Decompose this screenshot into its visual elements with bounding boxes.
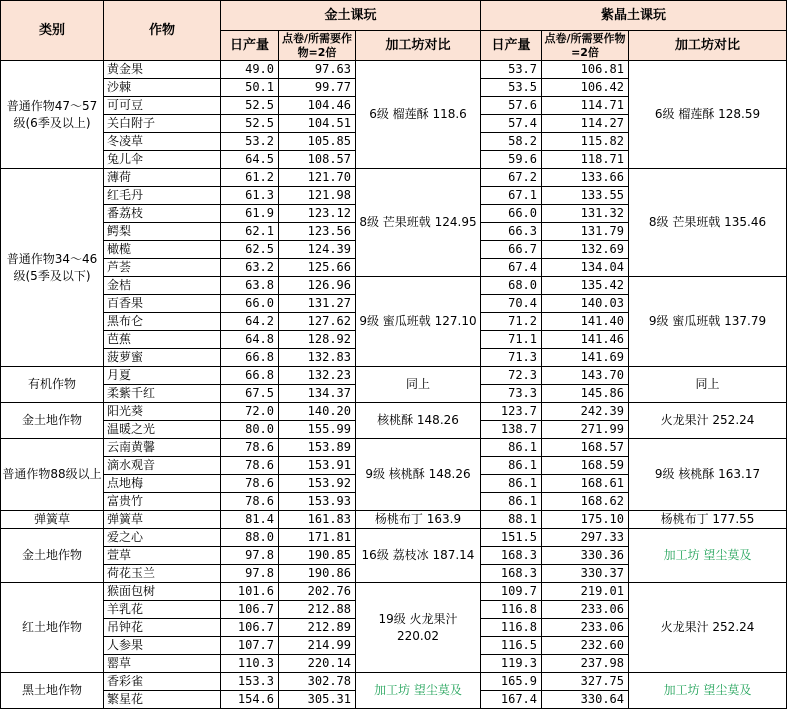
zi-output: 68.0 (481, 277, 542, 295)
jin-compare: 8级 芒果班戟 124.95 (356, 169, 481, 277)
crop-name: 云南黄馨 (104, 439, 221, 457)
jin-output: 66.8 (221, 367, 279, 385)
jin-points: 104.46 (279, 97, 356, 115)
jin-points: 202.76 (279, 583, 356, 601)
jin-compare: 16级 荔枝冰 187.14 (356, 529, 481, 583)
jin-points: 153.93 (279, 493, 356, 511)
category-cell: 黑土地作物 (1, 673, 104, 709)
crop-name: 阳光葵 (104, 403, 221, 421)
zi-points: 141.46 (542, 331, 629, 349)
header-jin-output: 日产量 (221, 31, 279, 61)
crop-name: 可可豆 (104, 97, 221, 115)
jin-output: 88.0 (221, 529, 279, 547)
crop-name: 鳄梨 (104, 223, 221, 241)
crop-name: 香彩雀 (104, 673, 221, 691)
jin-output: 61.2 (221, 169, 279, 187)
jin-output: 64.2 (221, 313, 279, 331)
jin-points: 305.31 (279, 691, 356, 709)
zi-output: 73.3 (481, 385, 542, 403)
zi-output: 53.7 (481, 61, 542, 79)
zi-output: 168.3 (481, 565, 542, 583)
zi-output: 88.1 (481, 511, 542, 529)
zi-output: 58.2 (481, 133, 542, 151)
jin-points: 302.78 (279, 673, 356, 691)
jin-output: 97.8 (221, 565, 279, 583)
zi-points: 133.55 (542, 187, 629, 205)
category-cell: 普通作物88级以上 (1, 439, 104, 511)
zi-output: 71.1 (481, 331, 542, 349)
zi-output: 116.8 (481, 619, 542, 637)
zi-compare: 加工坊 望尘莫及 (629, 529, 787, 583)
table-row (1, 367, 787, 385)
header-jin-points: 点卷/所需要作物=2倍 (279, 31, 356, 61)
table-row (1, 529, 787, 547)
jin-points: 123.12 (279, 205, 356, 223)
jin-points: 126.96 (279, 277, 356, 295)
zi-points: 135.42 (542, 277, 629, 295)
zi-output: 59.6 (481, 151, 542, 169)
table-row (1, 439, 787, 457)
jin-output: 106.7 (221, 601, 279, 619)
zi-output: 86.1 (481, 493, 542, 511)
table-row (1, 511, 787, 529)
zi-output: 116.8 (481, 601, 542, 619)
crop-name: 吊钟花 (104, 619, 221, 637)
jin-points: 155.99 (279, 421, 356, 439)
zi-compare: 9级 核桃酥 163.17 (629, 439, 787, 511)
crop-name: 柔紫千红 (104, 385, 221, 403)
jin-output: 80.0 (221, 421, 279, 439)
category-cell: 弹簧草 (1, 511, 104, 529)
jin-points: 132.23 (279, 367, 356, 385)
header-group-jin: 金土课玩 (221, 1, 481, 31)
zi-points: 131.32 (542, 205, 629, 223)
zi-output: 53.5 (481, 79, 542, 97)
zi-output: 151.5 (481, 529, 542, 547)
category-cell: 金土地作物 (1, 403, 104, 439)
category-cell: 红土地作物 (1, 583, 104, 673)
zi-points: 237.98 (542, 655, 629, 673)
zi-compare: 杨桃布丁 177.55 (629, 511, 787, 529)
table-row (1, 61, 787, 79)
jin-output: 106.7 (221, 619, 279, 637)
jin-output: 61.3 (221, 187, 279, 205)
header-zi-compare: 加工坊对比 (629, 31, 787, 61)
zi-points: 106.81 (542, 61, 629, 79)
crop-name: 羊乳花 (104, 601, 221, 619)
zi-points: 168.62 (542, 493, 629, 511)
zi-output: 67.4 (481, 259, 542, 277)
jin-points: 124.39 (279, 241, 356, 259)
crop-name: 红毛丹 (104, 187, 221, 205)
table-row (1, 169, 787, 187)
table-row (1, 583, 787, 601)
crop-name: 菠萝蜜 (104, 349, 221, 367)
zi-points: 132.69 (542, 241, 629, 259)
jin-points: 190.86 (279, 565, 356, 583)
category-cell: 有机作物 (1, 367, 104, 403)
jin-output: 63.2 (221, 259, 279, 277)
zi-output: 71.2 (481, 313, 542, 331)
zi-output: 138.7 (481, 421, 542, 439)
jin-points: 128.92 (279, 331, 356, 349)
jin-output: 78.6 (221, 457, 279, 475)
zi-output: 70.4 (481, 295, 542, 313)
jin-output: 52.5 (221, 115, 279, 133)
zi-output: 165.9 (481, 673, 542, 691)
zi-output: 167.4 (481, 691, 542, 709)
zi-output: 123.7 (481, 403, 542, 421)
zi-points: 168.57 (542, 439, 629, 457)
zi-output: 67.2 (481, 169, 542, 187)
jin-compare: 19级 火龙果汁 220.02 (356, 583, 481, 673)
zi-compare: 6级 榴莲酥 128.59 (629, 61, 787, 169)
jin-points: 212.88 (279, 601, 356, 619)
jin-output: 97.8 (221, 547, 279, 565)
jin-points: 125.66 (279, 259, 356, 277)
crop-name: 萱草 (104, 547, 221, 565)
header-zi-points: 点卷/所需要作物=2倍 (542, 31, 629, 61)
jin-output: 78.6 (221, 493, 279, 511)
zi-output: 72.3 (481, 367, 542, 385)
zi-points: 271.99 (542, 421, 629, 439)
table-row (1, 403, 787, 421)
jin-compare: 9级 核桃酥 148.26 (356, 439, 481, 511)
zi-points: 233.06 (542, 601, 629, 619)
jin-points: 153.91 (279, 457, 356, 475)
zi-output: 66.7 (481, 241, 542, 259)
crop-name: 猴面包树 (104, 583, 221, 601)
zi-compare: 加工坊 望尘莫及 (629, 673, 787, 709)
zi-points: 168.61 (542, 475, 629, 493)
header-jin-compare: 加工坊对比 (356, 31, 481, 61)
crop-name: 荷花玉兰 (104, 565, 221, 583)
header-zi-output: 日产量 (481, 31, 542, 61)
jin-output: 62.5 (221, 241, 279, 259)
jin-points: 121.70 (279, 169, 356, 187)
zi-output: 86.1 (481, 475, 542, 493)
zi-points: 133.66 (542, 169, 629, 187)
jin-points: 161.83 (279, 511, 356, 529)
zi-output: 86.1 (481, 439, 542, 457)
crop-name: 薄荷 (104, 169, 221, 187)
table-row (1, 277, 787, 295)
jin-points: 105.85 (279, 133, 356, 151)
category-cell: 普通作物47～57级(6季及以上) (1, 61, 104, 169)
zi-points: 145.86 (542, 385, 629, 403)
jin-points: 153.92 (279, 475, 356, 493)
header-crop: 作物 (104, 1, 221, 61)
zi-compare: 9级 蜜瓜班戟 137.79 (629, 277, 787, 367)
crop-name: 芦荟 (104, 259, 221, 277)
jin-output: 67.5 (221, 385, 279, 403)
zi-points: 114.27 (542, 115, 629, 133)
crop-name: 关白附子 (104, 115, 221, 133)
jin-points: 131.27 (279, 295, 356, 313)
jin-output: 52.5 (221, 97, 279, 115)
zi-compare: 同上 (629, 367, 787, 403)
crop-name: 温暖之光 (104, 421, 221, 439)
category-cell: 金土地作物 (1, 529, 104, 583)
zi-points: 140.03 (542, 295, 629, 313)
header-group-zi: 紫晶土课玩 (481, 1, 787, 31)
zi-points: 233.06 (542, 619, 629, 637)
zi-points: 330.37 (542, 565, 629, 583)
jin-output: 49.0 (221, 61, 279, 79)
crop-name: 沙棘 (104, 79, 221, 97)
zi-output: 168.3 (481, 547, 542, 565)
crop-name: 番荔枝 (104, 205, 221, 223)
zi-points: 175.10 (542, 511, 629, 529)
jin-output: 64.5 (221, 151, 279, 169)
jin-output: 107.7 (221, 637, 279, 655)
jin-points: 104.51 (279, 115, 356, 133)
zi-points: 143.70 (542, 367, 629, 385)
category-cell: 普通作物34～46级(5季及以下) (1, 169, 104, 367)
crop-name: 黑布仑 (104, 313, 221, 331)
jin-points: 121.98 (279, 187, 356, 205)
zi-points: 141.40 (542, 313, 629, 331)
jin-output: 53.2 (221, 133, 279, 151)
zi-output: 57.6 (481, 97, 542, 115)
jin-output: 61.9 (221, 205, 279, 223)
jin-compare: 核桃酥 148.26 (356, 403, 481, 439)
zi-output: 119.3 (481, 655, 542, 673)
zi-points: 168.59 (542, 457, 629, 475)
jin-points: 123.56 (279, 223, 356, 241)
zi-compare: 8级 芒果班戟 135.46 (629, 169, 787, 277)
jin-points: 220.14 (279, 655, 356, 673)
crop-name: 兔儿伞 (104, 151, 221, 169)
zi-output: 71.3 (481, 349, 542, 367)
jin-output: 101.6 (221, 583, 279, 601)
crop-name: 黄金果 (104, 61, 221, 79)
jin-points: 99.77 (279, 79, 356, 97)
crop-name: 爱之心 (104, 529, 221, 547)
zi-points: 114.71 (542, 97, 629, 115)
header-category: 类别 (1, 1, 104, 61)
zi-points: 232.60 (542, 637, 629, 655)
jin-output: 81.4 (221, 511, 279, 529)
jin-compare: 杨桃布丁 163.9 (356, 511, 481, 529)
zi-output: 67.1 (481, 187, 542, 205)
jin-points: 171.81 (279, 529, 356, 547)
zi-points: 242.39 (542, 403, 629, 421)
crop-name: 人参果 (104, 637, 221, 655)
zi-output: 86.1 (481, 457, 542, 475)
crop-name: 橄榄 (104, 241, 221, 259)
zi-points: 141.69 (542, 349, 629, 367)
zi-points: 330.36 (542, 547, 629, 565)
crop-name: 百香果 (104, 295, 221, 313)
crop-name: 金桔 (104, 277, 221, 295)
jin-output: 153.3 (221, 673, 279, 691)
jin-points: 134.37 (279, 385, 356, 403)
zi-points: 330.64 (542, 691, 629, 709)
zi-points: 327.75 (542, 673, 629, 691)
crop-name: 繁星花 (104, 691, 221, 709)
zi-compare: 火龙果汁 252.24 (629, 403, 787, 439)
zi-output: 109.7 (481, 583, 542, 601)
zi-output: 66.0 (481, 205, 542, 223)
crop-name: 罂草 (104, 655, 221, 673)
jin-points: 212.89 (279, 619, 356, 637)
zi-output: 116.5 (481, 637, 542, 655)
jin-points: 127.62 (279, 313, 356, 331)
jin-compare: 同上 (356, 367, 481, 403)
jin-points: 153.89 (279, 439, 356, 457)
zi-points: 115.82 (542, 133, 629, 151)
jin-output: 78.6 (221, 475, 279, 493)
jin-points: 97.63 (279, 61, 356, 79)
jin-output: 63.8 (221, 277, 279, 295)
crop-name: 冬凌草 (104, 133, 221, 151)
jin-compare: 6级 榴莲酥 118.6 (356, 61, 481, 169)
jin-output: 72.0 (221, 403, 279, 421)
crop-name: 芭蕉 (104, 331, 221, 349)
crop-name: 月夏 (104, 367, 221, 385)
zi-output: 66.3 (481, 223, 542, 241)
jin-points: 190.85 (279, 547, 356, 565)
zi-points: 106.42 (542, 79, 629, 97)
jin-compare: 9级 蜜瓜班戟 127.10 (356, 277, 481, 367)
jin-points: 214.99 (279, 637, 356, 655)
jin-output: 154.6 (221, 691, 279, 709)
crop-name: 滴水观音 (104, 457, 221, 475)
zi-compare: 火龙果汁 252.24 (629, 583, 787, 673)
zi-points: 131.79 (542, 223, 629, 241)
zi-points: 297.33 (542, 529, 629, 547)
jin-output: 78.6 (221, 439, 279, 457)
jin-points: 108.57 (279, 151, 356, 169)
jin-compare: 加工坊 望尘莫及 (356, 673, 481, 709)
jin-output: 66.8 (221, 349, 279, 367)
zi-points: 118.71 (542, 151, 629, 169)
jin-output: 66.0 (221, 295, 279, 313)
jin-output: 62.1 (221, 223, 279, 241)
crop-name: 富贵竹 (104, 493, 221, 511)
jin-output: 50.1 (221, 79, 279, 97)
zi-output: 57.4 (481, 115, 542, 133)
jin-points: 140.20 (279, 403, 356, 421)
table-row (1, 673, 787, 691)
zi-points: 219.01 (542, 583, 629, 601)
jin-points: 132.83 (279, 349, 356, 367)
jin-output: 64.8 (221, 331, 279, 349)
jin-output: 110.3 (221, 655, 279, 673)
zi-points: 134.04 (542, 259, 629, 277)
crop-name: 点地梅 (104, 475, 221, 493)
crop-name: 弹簧草 (104, 511, 221, 529)
